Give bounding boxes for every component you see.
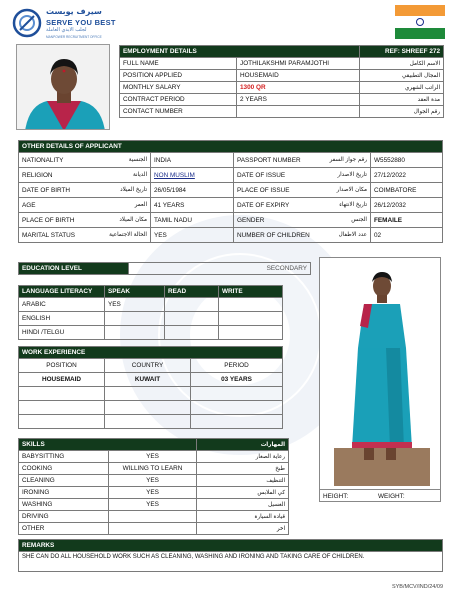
language-literacy-header: LANGUAGE LITERACY xyxy=(19,286,105,298)
language-speak xyxy=(105,312,165,326)
applicant-photo-small xyxy=(16,44,110,130)
work-country xyxy=(105,401,191,415)
full-name-label: FULL NAME xyxy=(120,58,237,70)
skill-name: IRONING xyxy=(19,487,109,499)
employment-details-header: EMPLOYMENT DETAILS xyxy=(120,46,360,58)
remarks-table xyxy=(18,539,443,572)
work-country: KUWAIT xyxy=(105,373,191,387)
skill-value: YES xyxy=(109,499,197,511)
work-period: 03 YEARS xyxy=(191,373,283,387)
work-period xyxy=(191,387,283,401)
applicant-details-header: OTHER DETAILS OF APPLICANT xyxy=(19,141,443,153)
skill-value: YES xyxy=(109,487,197,499)
work-position: HOUSEMAID xyxy=(19,373,105,387)
contact-number-label: CONTACT NUMBER xyxy=(120,106,237,118)
skill-arabic: الغسيل xyxy=(197,499,289,511)
date-of-expiry-value: 26/12/2032 xyxy=(371,198,443,213)
place-of-issue-value: COIMBATORE xyxy=(371,183,443,198)
skill-name: COOKING xyxy=(19,463,109,475)
language-read xyxy=(165,326,219,340)
place-of-issue-label: PLACE OF ISSUE مكان الاصدار xyxy=(234,183,371,198)
work-experience-header: WORK EXPERIENCE xyxy=(19,347,283,359)
position-applied-label: POSITION APPLIED xyxy=(120,70,237,82)
language-speak xyxy=(105,326,165,340)
education-table xyxy=(18,262,311,275)
language-write xyxy=(219,326,283,340)
marital-status-label: MARITAL STATUS الحالة الاجتماعية xyxy=(19,228,151,243)
language-read xyxy=(165,298,219,312)
contact-number-value xyxy=(237,106,360,118)
skills-header: SKILLS xyxy=(19,439,197,451)
work-period-header: PERIOD xyxy=(191,359,283,373)
work-period xyxy=(191,401,283,415)
remarks-text: SHE CAN DO ALL HOUSEHOLD WORK SUCH AS CLEANING, WASHING AND IRONING AND TAKING CARE OF CHILDREN. xyxy=(19,552,443,572)
education-level-value: SECONDARY xyxy=(129,263,311,275)
work-period xyxy=(191,415,283,429)
skill-value: YES xyxy=(109,451,197,463)
number-of-children-label: NUMBER OF CHILDREN عدد الاطفال xyxy=(234,228,371,243)
logo-name: SERVE YOU BEST xyxy=(46,18,116,27)
language-table xyxy=(18,285,283,340)
gender-label: GENDER الجنس xyxy=(234,213,371,228)
number-of-children-value: 02 xyxy=(371,228,443,243)
gender-value: FEMAILE xyxy=(371,213,443,228)
work-country xyxy=(105,415,191,429)
work-country-header: COUNTRY xyxy=(105,359,191,373)
skill-name: OTHER xyxy=(19,523,109,535)
work-position-header: POSITION xyxy=(19,359,105,373)
language-name: HINDI /TELGU xyxy=(19,326,105,340)
logo-sub-arabic: لجلب الايدي العاملة xyxy=(46,27,87,33)
religion-label: RELIGION الديانة xyxy=(19,168,151,183)
skill-value xyxy=(109,523,197,535)
footer-code: SYB/MCV/IND/24/09 xyxy=(391,584,443,590)
language-speak: YES xyxy=(105,298,165,312)
logo-tagline: MANPOWER RECRUITMENT OFFICE xyxy=(46,35,102,39)
skill-arabic: رعاية الصغار xyxy=(197,451,289,463)
ashoka-chakra-icon xyxy=(416,18,424,26)
monthly-salary-label: MONTHLY SALARY xyxy=(120,82,237,94)
contract-period-label: CONTRACT PERIOD xyxy=(120,94,237,106)
monthly-salary-arabic: الراتب الشهري xyxy=(360,82,444,94)
language-write xyxy=(219,298,283,312)
monthly-salary-value: 1300 QR xyxy=(237,82,360,94)
contact-number-arabic: رقم الجوال xyxy=(360,106,444,118)
skill-arabic: طبخ xyxy=(197,463,289,475)
marital-status-value: YES xyxy=(151,228,234,243)
date-of-issue-value: 27/12/2022 xyxy=(371,168,443,183)
passport-number-value: W5552880 xyxy=(371,153,443,168)
read-header: READ xyxy=(165,286,219,298)
logo-arabic: سيرف يوبست xyxy=(46,7,102,16)
date-of-birth-value: 26/05/1984 xyxy=(151,183,234,198)
skill-name: DRIVING xyxy=(19,511,109,523)
full-name-value: JOTHILAKSHMI PARAMJOTHI xyxy=(237,58,360,70)
work-experience-table xyxy=(18,346,283,429)
skills-table xyxy=(18,438,289,535)
skill-value xyxy=(109,511,197,523)
logo-emblem-icon xyxy=(12,8,42,38)
applicant-details-table xyxy=(18,140,443,243)
skill-arabic: التنظيف xyxy=(197,475,289,487)
work-position xyxy=(19,401,105,415)
language-write xyxy=(219,312,283,326)
employment-details-table xyxy=(119,45,444,118)
applicant-photo-full xyxy=(319,257,441,502)
contract-period-arabic: مدة العقد xyxy=(360,94,444,106)
date-of-birth-label: DATE OF BIRTH تاريخ الميلاد xyxy=(19,183,151,198)
work-position xyxy=(19,387,105,401)
skill-arabic: قيادة السيارة xyxy=(197,511,289,523)
language-name: ARABIC xyxy=(19,298,105,312)
india-flag xyxy=(395,5,445,39)
age-label: AGE العمر xyxy=(19,198,151,213)
skill-name: CLEANING xyxy=(19,475,109,487)
nationality-label: NATIONALITY الجنسية xyxy=(19,153,151,168)
skill-name: WASHING xyxy=(19,499,109,511)
full-name-arabic: الاسم الكامل xyxy=(360,58,444,70)
company-logo xyxy=(10,6,120,42)
place-of-birth-value: TAMIL NADU xyxy=(151,213,234,228)
date-of-expiry-label: DATE OF EXPIRY تاريخ الانتهاء xyxy=(234,198,371,213)
speak-header: SPEAK xyxy=(105,286,165,298)
place-of-birth-label: PLACE OF BIRTH مكان الميلاد xyxy=(19,213,151,228)
language-read xyxy=(165,312,219,326)
skill-value: YES xyxy=(109,475,197,487)
work-country xyxy=(105,387,191,401)
contract-period-value: 2 YEARS xyxy=(237,94,360,106)
work-position xyxy=(19,415,105,429)
nationality-value: INDIA xyxy=(151,153,234,168)
skill-arabic: اخر xyxy=(197,523,289,535)
passport-number-label: PASSPORT NUMBER رقم جواز السفر xyxy=(234,153,371,168)
position-applied-value: HOUSEMAID xyxy=(237,70,360,82)
age-value: 41 YEARS xyxy=(151,198,234,213)
height-label: HEIGHT: xyxy=(323,493,349,500)
skill-name: BABYSITTING xyxy=(19,451,109,463)
remarks-header: REMARKS xyxy=(19,540,443,552)
write-header: WRITE xyxy=(219,286,283,298)
skills-header-arabic: المهارات xyxy=(197,439,289,451)
education-level-label: EDUCATION LEVEL xyxy=(19,263,129,275)
skill-value: WILLING TO LEARN xyxy=(109,463,197,475)
weight-label: WEIGHT: xyxy=(378,493,405,500)
skill-arabic: كي الملابس xyxy=(197,487,289,499)
date-of-issue-label: DATE OF ISSUE تاريخ الاصدار xyxy=(234,168,371,183)
religion-value: NON MUSLIM xyxy=(151,168,234,183)
language-name: ENGLISH xyxy=(19,312,105,326)
reference-number: REF: SHREEF 272 xyxy=(360,46,444,58)
position-applied-arabic: المجال التطبيقي xyxy=(360,70,444,82)
